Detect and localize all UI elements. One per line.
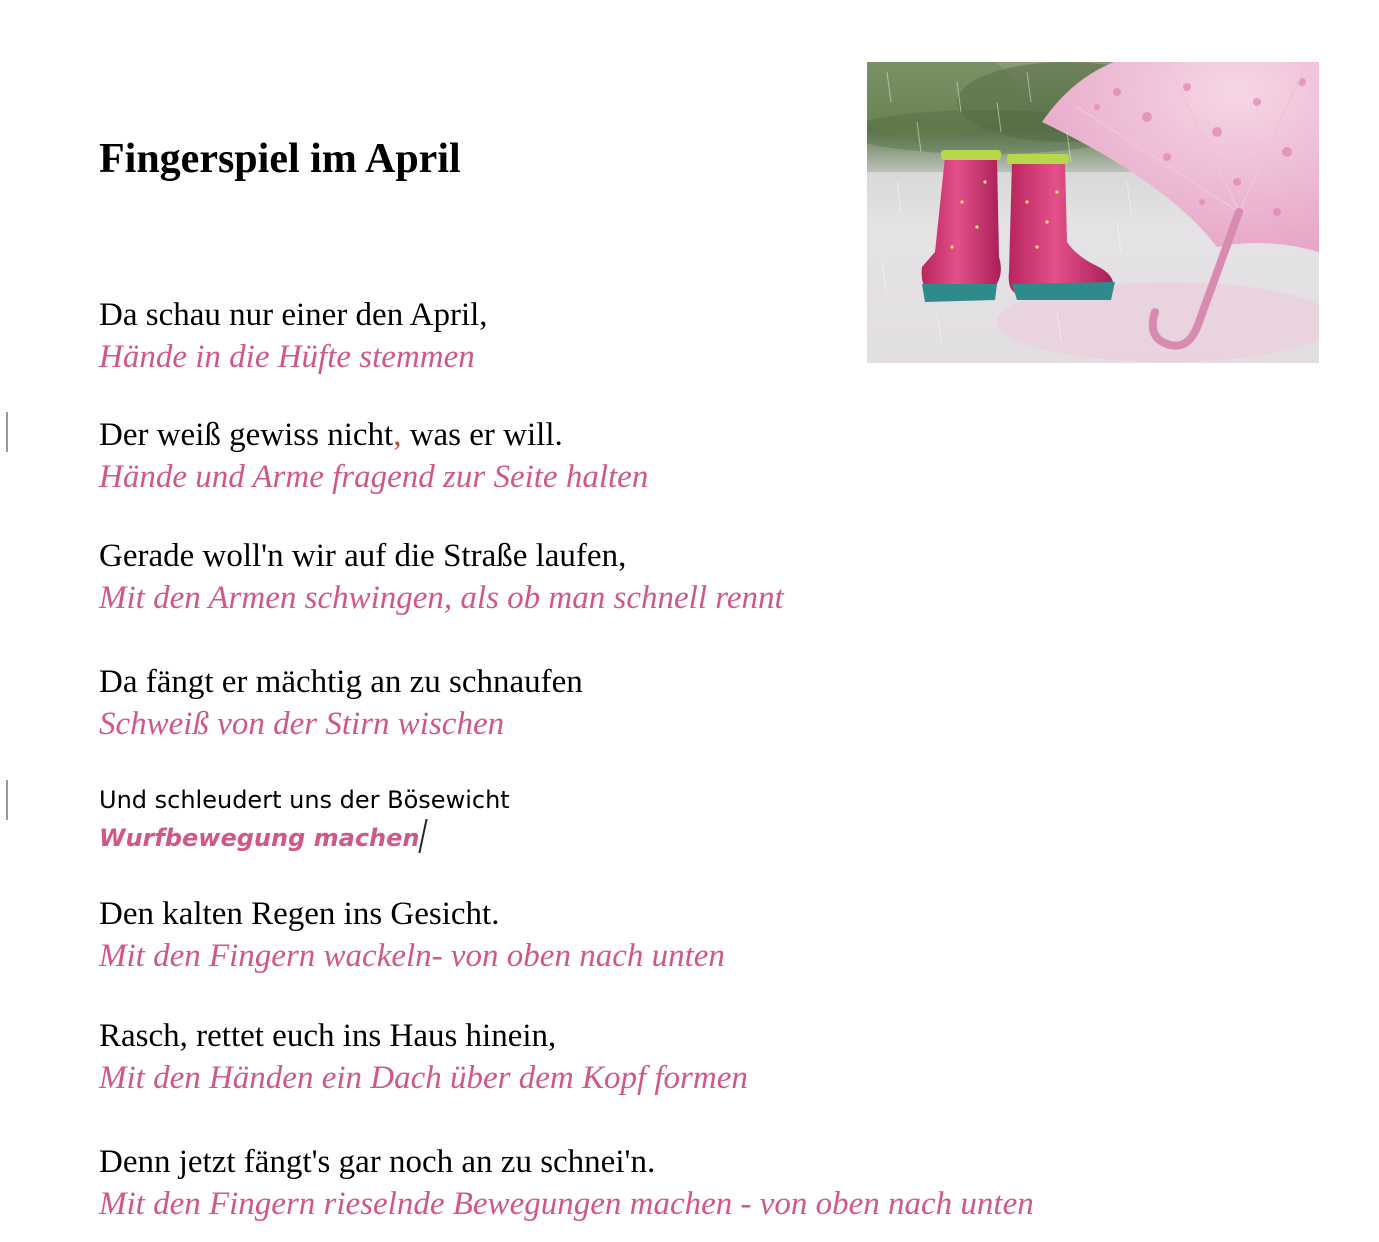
action-instruction: Mit den Händen ein Dach über dem Kopf formen bbox=[99, 1060, 748, 1096]
stanza-7 bbox=[99, 1015, 1199, 1099]
stanza-3 bbox=[99, 535, 1199, 619]
verse-part: Der weiß gewiss nicht bbox=[99, 417, 394, 453]
stanza-4 bbox=[99, 661, 1199, 745]
action-instruction: Mit den Fingern wackeln- von oben nach unten bbox=[99, 938, 725, 974]
action-text: Wurfbewegung machen bbox=[99, 824, 420, 852]
stanza-6 bbox=[99, 893, 1199, 977]
verse-line: Gerade woll'n wir auf die Straße laufen, bbox=[99, 538, 627, 574]
page-title: Fingerspiel im April bbox=[99, 136, 461, 182]
verse-line bbox=[99, 414, 1199, 456]
verse-part: was er will. bbox=[401, 417, 563, 453]
action-instruction: Schweiß von der Stirn wischen bbox=[99, 706, 505, 742]
verse-line: Den kalten Regen ins Gesicht. bbox=[99, 896, 500, 932]
verse-line: Denn jetzt fängt's gar noch an zu schnei'n. bbox=[99, 1144, 656, 1180]
stanza-2 bbox=[99, 414, 1199, 498]
tracked-comma[interactable]: , bbox=[393, 417, 402, 453]
verse-line: Und schleudert uns der Bösewicht bbox=[99, 786, 510, 814]
action-instruction[interactable] bbox=[99, 819, 1199, 857]
stanza-1 bbox=[99, 294, 1199, 378]
stanza-8 bbox=[99, 1141, 1199, 1225]
action-instruction: Mit den Fingern rieselnde Bewegungen machen - von oben nach unten bbox=[99, 1186, 1034, 1222]
action-instruction: Hände und Arme fragend zur Seite halten bbox=[99, 459, 649, 495]
change-bar bbox=[6, 780, 8, 820]
stanza-5 bbox=[99, 781, 1199, 857]
change-bar bbox=[6, 412, 8, 452]
verse-line: Da schau nur einer den April, bbox=[99, 297, 488, 333]
action-instruction: Mit den Armen schwingen, als ob man schnell rennt bbox=[99, 580, 784, 616]
verse-line: Da fängt er mächtig an zu schnaufen bbox=[99, 664, 583, 700]
action-instruction: Hände in die Hüfte stemmen bbox=[99, 339, 475, 375]
verse-line: Rasch, rettet euch ins Haus hinein, bbox=[99, 1018, 557, 1054]
